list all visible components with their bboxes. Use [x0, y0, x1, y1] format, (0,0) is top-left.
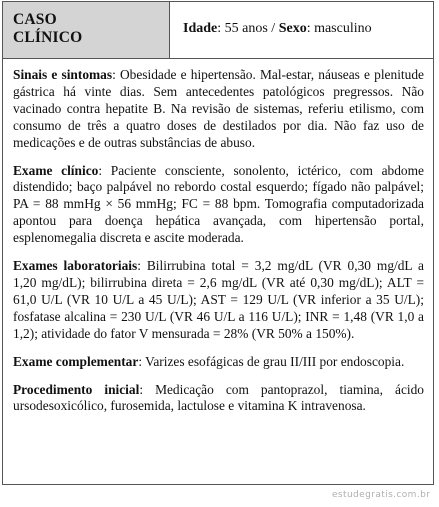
section-title: Exame clínico [13, 162, 99, 178]
section-text: : Medicação com pantoprazol, tiamina, ácido ursodesoxicólico, furosemida, lactulose e vitamina K intravenosa. [13, 381, 424, 414]
case-body [3, 59, 433, 415]
section-text: : Bilirrubina total = 3,2 mg/dL (VR 0,30 mg/dL a 1,20 mg/dL); bilirrubina direta = 2,6 mg/dL (VR até 0,30 mg/dL); ALT = 61,0 U/L (VR 10 U/L a 45 U/L); AST = 129 U/L (VR inferior a 35 U/L); fosfatase alcalina = 230 U/L (VR 46 U/L a 116 U/L); INR = 1,48 (VR 1,0 a 1,2); atividade do fator V mensurada = 28% (VR 50% a 150%). [13, 258, 424, 341]
section-lab-exams [13, 258, 424, 343]
sex-value: : masculino [306, 21, 372, 36]
section-title: Sinais e sintomas [13, 67, 113, 82]
section-clinical-exam [13, 163, 424, 248]
section-text: : Paciente consciente, sonolento, ictérico, com abdome distendido; baço palpável no rebordo costal esquerdo; fígado não palpável; PA = 88 mmHg × 56 mmHg; FC = 88 bpm. Tomografia computadorizada apontou para doença hepática avançada, com hipertensão portal, esplenomegalia discreta e ascite moderada. [13, 162, 424, 246]
case-title-line1: CASO [13, 11, 57, 28]
section-text: : Obesidade e hipertensão. Mal-estar, náuseas e plenitude gástrica há vinte dias. Sem antecedentes patológicos pregressos. Não vacinado contra hepatite B. Na revisão de sistemas, referiu etilismo, com consumo de três a quatro doses de destilados por dia. Não faz uso de medicações e de outras substâncias de abuso. [13, 67, 424, 150]
case-title [3, 2, 170, 58]
section-text: : Varizes esofágicas de grau II/III por endoscopia. [138, 353, 405, 369]
section-title: Exames laboratoriais [13, 258, 138, 274]
watermark: estudegratis.com.br [332, 490, 431, 500]
section-signs-symptoms [13, 67, 424, 152]
section-complementary-exam [13, 354, 424, 371]
sex-label: Sexo [278, 21, 307, 36]
case-title-line2: CLÍNICO [13, 29, 83, 46]
age-label: Idade [183, 21, 218, 36]
case-header [3, 2, 433, 59]
age-value: : 55 anos / [217, 21, 279, 36]
clinical-case-card [2, 1, 434, 485]
section-title: Procedimento inicial [13, 381, 140, 397]
section-initial-procedure [13, 382, 424, 416]
section-title: Exame complementar [13, 353, 139, 369]
patient-info [170, 2, 433, 58]
